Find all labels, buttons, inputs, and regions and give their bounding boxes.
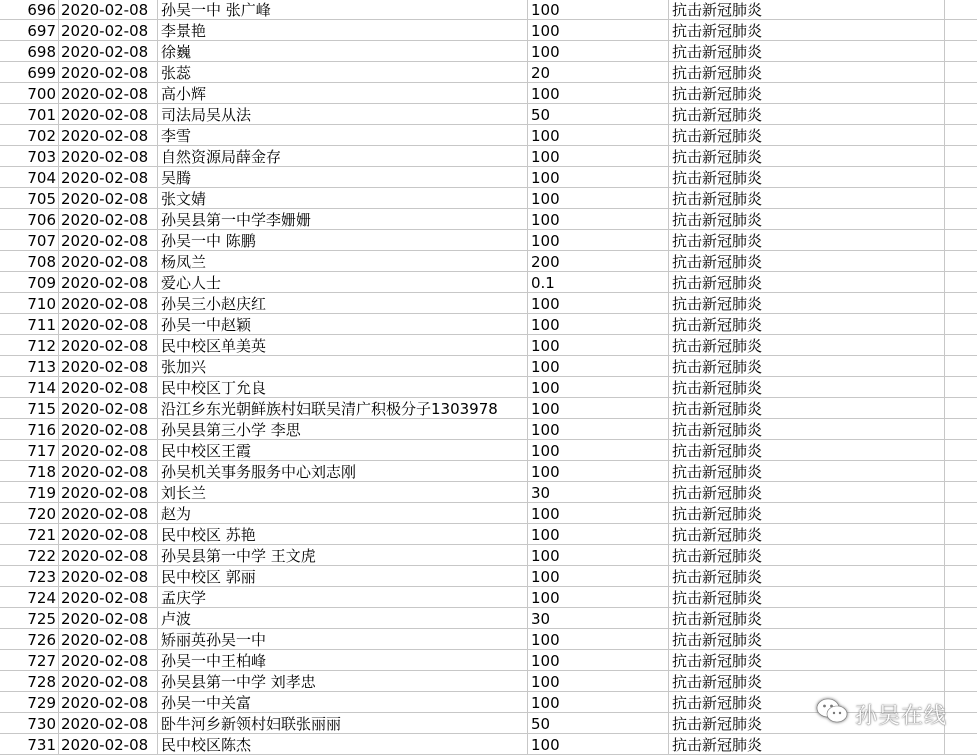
empty-cell[interactable]	[945, 146, 977, 167]
empty-cell[interactable]	[945, 62, 977, 83]
row-number-cell[interactable]: 706	[0, 209, 59, 230]
donor-name-cell[interactable]: 民中校区王霞	[158, 440, 528, 461]
donor-name-cell[interactable]: 民中校区单美英	[158, 335, 528, 356]
date-cell[interactable]: 2020-02-08	[59, 587, 158, 608]
donor-name-cell[interactable]: 沿江乡东光朝鲜族村妇联吴清广积极分子1303978	[158, 398, 528, 419]
empty-cell[interactable]	[945, 83, 977, 104]
purpose-cell[interactable]: 抗击新冠肺炎	[669, 83, 945, 104]
watermark-text: 孙吴在线	[854, 703, 947, 729]
date-cell[interactable]: 2020-02-08	[59, 566, 158, 587]
table-row	[0, 356, 977, 377]
amount-cell[interactable]: 100	[528, 356, 669, 377]
table-row	[0, 377, 977, 398]
amount-cell[interactable]: 100	[528, 566, 669, 587]
row-number-cell[interactable]: 722	[0, 545, 59, 566]
purpose-cell[interactable]: 抗击新冠肺炎	[669, 587, 945, 608]
row-number-cell[interactable]: 720	[0, 503, 59, 524]
row-number-cell[interactable]: 702	[0, 125, 59, 146]
donor-name-cell[interactable]: 李景艳	[158, 20, 528, 41]
date-cell[interactable]: 2020-02-08	[59, 209, 158, 230]
empty-cell[interactable]	[945, 0, 977, 20]
date-cell[interactable]: 2020-02-08	[59, 62, 158, 83]
amount-cell[interactable]: 100	[528, 461, 669, 482]
amount-cell[interactable]: 100	[528, 377, 669, 398]
empty-cell[interactable]	[945, 356, 977, 377]
date-cell[interactable]: 2020-02-08	[59, 41, 158, 62]
row-number-cell[interactable]: 727	[0, 650, 59, 671]
row-number-cell[interactable]: 715	[0, 398, 59, 419]
date-cell[interactable]: 2020-02-08	[59, 83, 158, 104]
date-cell[interactable]: 2020-02-08	[59, 335, 158, 356]
amount-cell[interactable]: 100	[528, 167, 669, 188]
donor-name-cell[interactable]: 爱心人士	[158, 272, 528, 293]
table-row	[0, 230, 977, 251]
empty-cell[interactable]	[945, 188, 977, 209]
donor-name-cell[interactable]: 张加兴	[158, 356, 528, 377]
table-row	[0, 188, 977, 209]
row-number-cell[interactable]: 717	[0, 440, 59, 461]
purpose-cell[interactable]: 抗击新冠肺炎	[669, 272, 945, 293]
date-cell[interactable]: 2020-02-08	[59, 398, 158, 419]
row-number-cell[interactable]: 700	[0, 83, 59, 104]
purpose-cell[interactable]: 抗击新冠肺炎	[669, 167, 945, 188]
amount-cell[interactable]: 100	[528, 20, 669, 41]
amount-cell[interactable]: 100	[528, 0, 669, 20]
row-number-cell[interactable]: 723	[0, 566, 59, 587]
amount-cell[interactable]: 100	[528, 314, 669, 335]
table-row	[0, 272, 977, 293]
purpose-cell[interactable]: 抗击新冠肺炎	[669, 146, 945, 167]
table-row	[0, 398, 977, 419]
amount-cell[interactable]: 50	[528, 713, 669, 734]
empty-cell[interactable]	[945, 419, 977, 440]
empty-cell[interactable]	[945, 545, 977, 566]
empty-cell[interactable]	[945, 272, 977, 293]
empty-cell[interactable]	[945, 167, 977, 188]
date-cell[interactable]: 2020-02-08	[59, 650, 158, 671]
amount-cell[interactable]: 20	[528, 62, 669, 83]
date-cell[interactable]: 2020-02-08	[59, 671, 158, 692]
date-cell[interactable]: 2020-02-08	[59, 104, 158, 125]
row-number-cell[interactable]: 712	[0, 335, 59, 356]
purpose-cell[interactable]: 抗击新冠肺炎	[669, 20, 945, 41]
date-cell[interactable]: 2020-02-08	[59, 230, 158, 251]
empty-cell[interactable]	[945, 377, 977, 398]
row-number-cell[interactable]: 710	[0, 293, 59, 314]
empty-cell[interactable]	[945, 629, 977, 650]
row-number-cell[interactable]: 728	[0, 671, 59, 692]
purpose-cell[interactable]: 抗击新冠肺炎	[669, 419, 945, 440]
donor-name-cell[interactable]: 矫丽英孙吴一中	[158, 629, 528, 650]
row-number-cell[interactable]: 724	[0, 587, 59, 608]
amount-cell[interactable]: 100	[528, 125, 669, 146]
row-number-cell[interactable]: 714	[0, 377, 59, 398]
amount-cell[interactable]: 100	[528, 293, 669, 314]
donor-name-cell[interactable]: 孙吴一中关富	[158, 692, 528, 713]
empty-cell[interactable]	[945, 734, 977, 755]
row-number-cell[interactable]: 699	[0, 62, 59, 83]
row-number-cell[interactable]: 705	[0, 188, 59, 209]
date-cell[interactable]: 2020-02-08	[59, 125, 158, 146]
amount-cell[interactable]: 30	[528, 608, 669, 629]
purpose-cell[interactable]: 抗击新冠肺炎	[669, 188, 945, 209]
table-row	[0, 503, 977, 524]
table-row	[0, 41, 977, 62]
table-row	[0, 314, 977, 335]
purpose-cell[interactable]: 抗击新冠肺炎	[669, 692, 945, 713]
date-cell[interactable]: 2020-02-08	[59, 629, 158, 650]
donor-name-cell[interactable]: 高小辉	[158, 83, 528, 104]
donor-name-cell[interactable]: 民中校区丁允良	[158, 377, 528, 398]
empty-cell[interactable]	[945, 503, 977, 524]
row-number-cell[interactable]: 719	[0, 482, 59, 503]
empty-cell[interactable]	[945, 566, 977, 587]
date-cell[interactable]: 2020-02-08	[59, 272, 158, 293]
row-number-cell[interactable]: 721	[0, 524, 59, 545]
row-number-cell[interactable]: 731	[0, 734, 59, 755]
table-row	[0, 524, 977, 545]
donor-name-cell[interactable]: 刘长兰	[158, 482, 528, 503]
amount-cell[interactable]: 100	[528, 41, 669, 62]
empty-cell[interactable]	[945, 587, 977, 608]
amount-cell[interactable]: 100	[528, 398, 669, 419]
purpose-cell[interactable]: 抗击新冠肺炎	[669, 503, 945, 524]
donor-name-cell[interactable]: 卧牛河乡新领村妇联张丽丽	[158, 713, 528, 734]
row-number-cell[interactable]: 711	[0, 314, 59, 335]
table-row	[0, 482, 977, 503]
purpose-cell[interactable]: 抗击新冠肺炎	[669, 713, 945, 734]
purpose-cell[interactable]: 抗击新冠肺炎	[669, 545, 945, 566]
purpose-cell[interactable]: 抗击新冠肺炎	[669, 671, 945, 692]
amount-cell[interactable]: 100	[528, 692, 669, 713]
date-cell[interactable]: 2020-02-08	[59, 167, 158, 188]
table-row	[0, 0, 977, 20]
amount-cell[interactable]: 100	[528, 83, 669, 104]
purpose-cell[interactable]: 抗击新冠肺炎	[669, 0, 945, 20]
purpose-cell[interactable]: 抗击新冠肺炎	[669, 125, 945, 146]
empty-cell[interactable]	[945, 251, 977, 272]
donor-name-cell[interactable]: 民中校区 苏艳	[158, 524, 528, 545]
amount-cell[interactable]: 100	[528, 230, 669, 251]
row-number-cell[interactable]: 703	[0, 146, 59, 167]
amount-cell[interactable]: 100	[528, 734, 669, 755]
donor-name-cell[interactable]: 自然资源局薛金存	[158, 146, 528, 167]
empty-cell[interactable]	[945, 398, 977, 419]
donor-name-cell[interactable]: 杨凤兰	[158, 251, 528, 272]
donor-name-cell[interactable]: 孙吴县第一中学 王文虎	[158, 545, 528, 566]
empty-cell[interactable]	[945, 671, 977, 692]
date-cell[interactable]: 2020-02-08	[59, 188, 158, 209]
table-row	[0, 419, 977, 440]
table-row	[0, 209, 977, 230]
date-cell[interactable]: 2020-02-08	[59, 545, 158, 566]
donor-name-cell[interactable]: 李雪	[158, 125, 528, 146]
donor-name-cell[interactable]: 孙吴一中王柏峰	[158, 650, 528, 671]
empty-cell[interactable]	[945, 293, 977, 314]
purpose-cell[interactable]: 抗击新冠肺炎	[669, 41, 945, 62]
donor-name-cell[interactable]: 孙吴三小赵庆红	[158, 293, 528, 314]
amount-cell[interactable]: 100	[528, 419, 669, 440]
row-number-cell[interactable]: 701	[0, 104, 59, 125]
table-row	[0, 608, 977, 629]
date-cell[interactable]: 2020-02-08	[59, 608, 158, 629]
purpose-cell[interactable]: 抗击新冠肺炎	[669, 398, 945, 419]
date-cell[interactable]: 2020-02-08	[59, 146, 158, 167]
amount-cell[interactable]: 0.1	[528, 272, 669, 293]
donor-name-cell[interactable]: 民中校区陈杰	[158, 734, 528, 755]
row-number-cell[interactable]: 726	[0, 629, 59, 650]
amount-cell[interactable]: 30	[528, 482, 669, 503]
row-number-cell[interactable]: 730	[0, 713, 59, 734]
empty-cell[interactable]	[945, 335, 977, 356]
table-row	[0, 587, 977, 608]
table-row	[0, 461, 977, 482]
purpose-cell[interactable]: 抗击新冠肺炎	[669, 524, 945, 545]
date-cell[interactable]: 2020-02-08	[59, 440, 158, 461]
row-number-cell[interactable]: 704	[0, 167, 59, 188]
amount-cell[interactable]: 100	[528, 503, 669, 524]
amount-cell[interactable]: 50	[528, 104, 669, 125]
table-row	[0, 629, 977, 650]
donor-name-cell[interactable]: 孟庆学	[158, 587, 528, 608]
amount-cell[interactable]: 100	[528, 146, 669, 167]
table-row	[0, 566, 977, 587]
date-cell[interactable]: 2020-02-08	[59, 314, 158, 335]
donor-name-cell[interactable]: 卢波	[158, 608, 528, 629]
empty-cell[interactable]	[945, 104, 977, 125]
donor-name-cell[interactable]: 孙吴县第一中学 刘孝忠	[158, 671, 528, 692]
empty-cell[interactable]	[945, 41, 977, 62]
donor-name-cell[interactable]: 孙吴一中 张广峰	[158, 0, 528, 20]
purpose-cell[interactable]: 抗击新冠肺炎	[669, 377, 945, 398]
amount-cell[interactable]: 100	[528, 209, 669, 230]
amount-cell[interactable]: 100	[528, 524, 669, 545]
date-cell[interactable]: 2020-02-08	[59, 734, 158, 755]
amount-cell[interactable]: 100	[528, 671, 669, 692]
empty-cell[interactable]	[945, 524, 977, 545]
purpose-cell[interactable]: 抗击新冠肺炎	[669, 104, 945, 125]
purpose-cell[interactable]: 抗击新冠肺炎	[669, 461, 945, 482]
amount-cell[interactable]: 100	[528, 188, 669, 209]
empty-cell[interactable]	[945, 20, 977, 41]
date-cell[interactable]: 2020-02-08	[59, 692, 158, 713]
amount-cell[interactable]: 100	[528, 650, 669, 671]
table-row	[0, 650, 977, 671]
table-row	[0, 146, 977, 167]
donor-name-cell[interactable]: 徐巍	[158, 41, 528, 62]
table-row	[0, 335, 977, 356]
row-number-cell[interactable]: 708	[0, 251, 59, 272]
table-row	[0, 20, 977, 41]
empty-cell[interactable]	[945, 230, 977, 251]
row-number-cell[interactable]: 716	[0, 419, 59, 440]
date-cell[interactable]: 2020-02-08	[59, 524, 158, 545]
date-cell[interactable]: 2020-02-08	[59, 377, 158, 398]
purpose-cell[interactable]: 抗击新冠肺炎	[669, 335, 945, 356]
donor-name-cell[interactable]: 民中校区 郭丽	[158, 566, 528, 587]
row-number-cell[interactable]: 713	[0, 356, 59, 377]
empty-cell[interactable]	[945, 692, 977, 713]
date-cell[interactable]: 2020-02-08	[59, 293, 158, 314]
donor-name-cell[interactable]: 孙吴一中赵颖	[158, 314, 528, 335]
donor-name-cell[interactable]: 赵为	[158, 503, 528, 524]
donor-name-cell[interactable]: 吴腾	[158, 167, 528, 188]
purpose-cell[interactable]: 抗击新冠肺炎	[669, 566, 945, 587]
table-row	[0, 125, 977, 146]
table-row	[0, 734, 977, 755]
table-row	[0, 167, 977, 188]
amount-cell[interactable]: 100	[528, 629, 669, 650]
row-number-cell[interactable]: 725	[0, 608, 59, 629]
empty-cell[interactable]	[945, 314, 977, 335]
donor-name-cell[interactable]: 孙吴县第一中学李姗姗	[158, 209, 528, 230]
table-row	[0, 440, 977, 461]
date-cell[interactable]: 2020-02-08	[59, 356, 158, 377]
row-number-cell[interactable]: 698	[0, 41, 59, 62]
date-cell[interactable]: 2020-02-08	[59, 713, 158, 734]
purpose-cell[interactable]: 抗击新冠肺炎	[669, 608, 945, 629]
purpose-cell[interactable]: 抗击新冠肺炎	[669, 650, 945, 671]
table-row	[0, 83, 977, 104]
amount-cell[interactable]: 100	[528, 587, 669, 608]
empty-cell[interactable]	[945, 461, 977, 482]
purpose-cell[interactable]: 抗击新冠肺炎	[669, 356, 945, 377]
purpose-cell[interactable]: 抗击新冠肺炎	[669, 230, 945, 251]
date-cell[interactable]: 2020-02-08	[59, 20, 158, 41]
date-cell[interactable]: 2020-02-08	[59, 482, 158, 503]
donor-name-cell[interactable]: 孙吴机关事务服务中心刘志刚	[158, 461, 528, 482]
date-cell[interactable]: 2020-02-08	[59, 251, 158, 272]
purpose-cell[interactable]: 抗击新冠肺炎	[669, 251, 945, 272]
date-cell[interactable]: 2020-02-08	[59, 461, 158, 482]
donor-name-cell[interactable]: 张文婧	[158, 188, 528, 209]
row-number-cell[interactable]: 697	[0, 20, 59, 41]
table-row	[0, 692, 977, 713]
purpose-cell[interactable]: 抗击新冠肺炎	[669, 734, 945, 755]
purpose-cell[interactable]: 抗击新冠肺炎	[669, 62, 945, 83]
table-row	[0, 251, 977, 272]
table-row	[0, 62, 977, 83]
date-cell[interactable]: 2020-02-08	[59, 503, 158, 524]
donor-name-cell[interactable]: 张蕊	[158, 62, 528, 83]
purpose-cell[interactable]: 抗击新冠肺炎	[669, 440, 945, 461]
row-number-cell[interactable]: 707	[0, 230, 59, 251]
date-cell[interactable]: 2020-02-08	[59, 419, 158, 440]
table-row	[0, 293, 977, 314]
amount-cell[interactable]: 200	[528, 251, 669, 272]
empty-cell[interactable]	[945, 713, 977, 734]
amount-cell[interactable]: 100	[528, 440, 669, 461]
table-row	[0, 671, 977, 692]
purpose-cell[interactable]: 抗击新冠肺炎	[669, 293, 945, 314]
purpose-cell[interactable]: 抗击新冠肺炎	[669, 629, 945, 650]
table-row	[0, 545, 977, 566]
empty-cell[interactable]	[945, 125, 977, 146]
date-cell[interactable]: 2020-02-08	[59, 0, 158, 20]
empty-cell[interactable]	[945, 482, 977, 503]
empty-cell[interactable]	[945, 608, 977, 629]
row-number-cell[interactable]: 718	[0, 461, 59, 482]
row-number-cell[interactable]: 696	[0, 0, 59, 20]
table-row	[0, 713, 977, 734]
empty-cell[interactable]	[945, 650, 977, 671]
row-number-cell[interactable]: 709	[0, 272, 59, 293]
purpose-cell[interactable]: 抗击新冠肺炎	[669, 209, 945, 230]
purpose-cell[interactable]: 抗击新冠肺炎	[669, 314, 945, 335]
empty-cell[interactable]	[945, 209, 977, 230]
donor-name-cell[interactable]: 孙吴一中 陈鹏	[158, 230, 528, 251]
table-row	[0, 104, 977, 125]
donor-name-cell[interactable]: 孙吴县第三小学 李思	[158, 419, 528, 440]
donor-name-cell[interactable]: 司法局吴从法	[158, 104, 528, 125]
empty-cell[interactable]	[945, 440, 977, 461]
row-number-cell[interactable]: 729	[0, 692, 59, 713]
amount-cell[interactable]: 100	[528, 545, 669, 566]
purpose-cell[interactable]: 抗击新冠肺炎	[669, 482, 945, 503]
amount-cell[interactable]: 100	[528, 335, 669, 356]
